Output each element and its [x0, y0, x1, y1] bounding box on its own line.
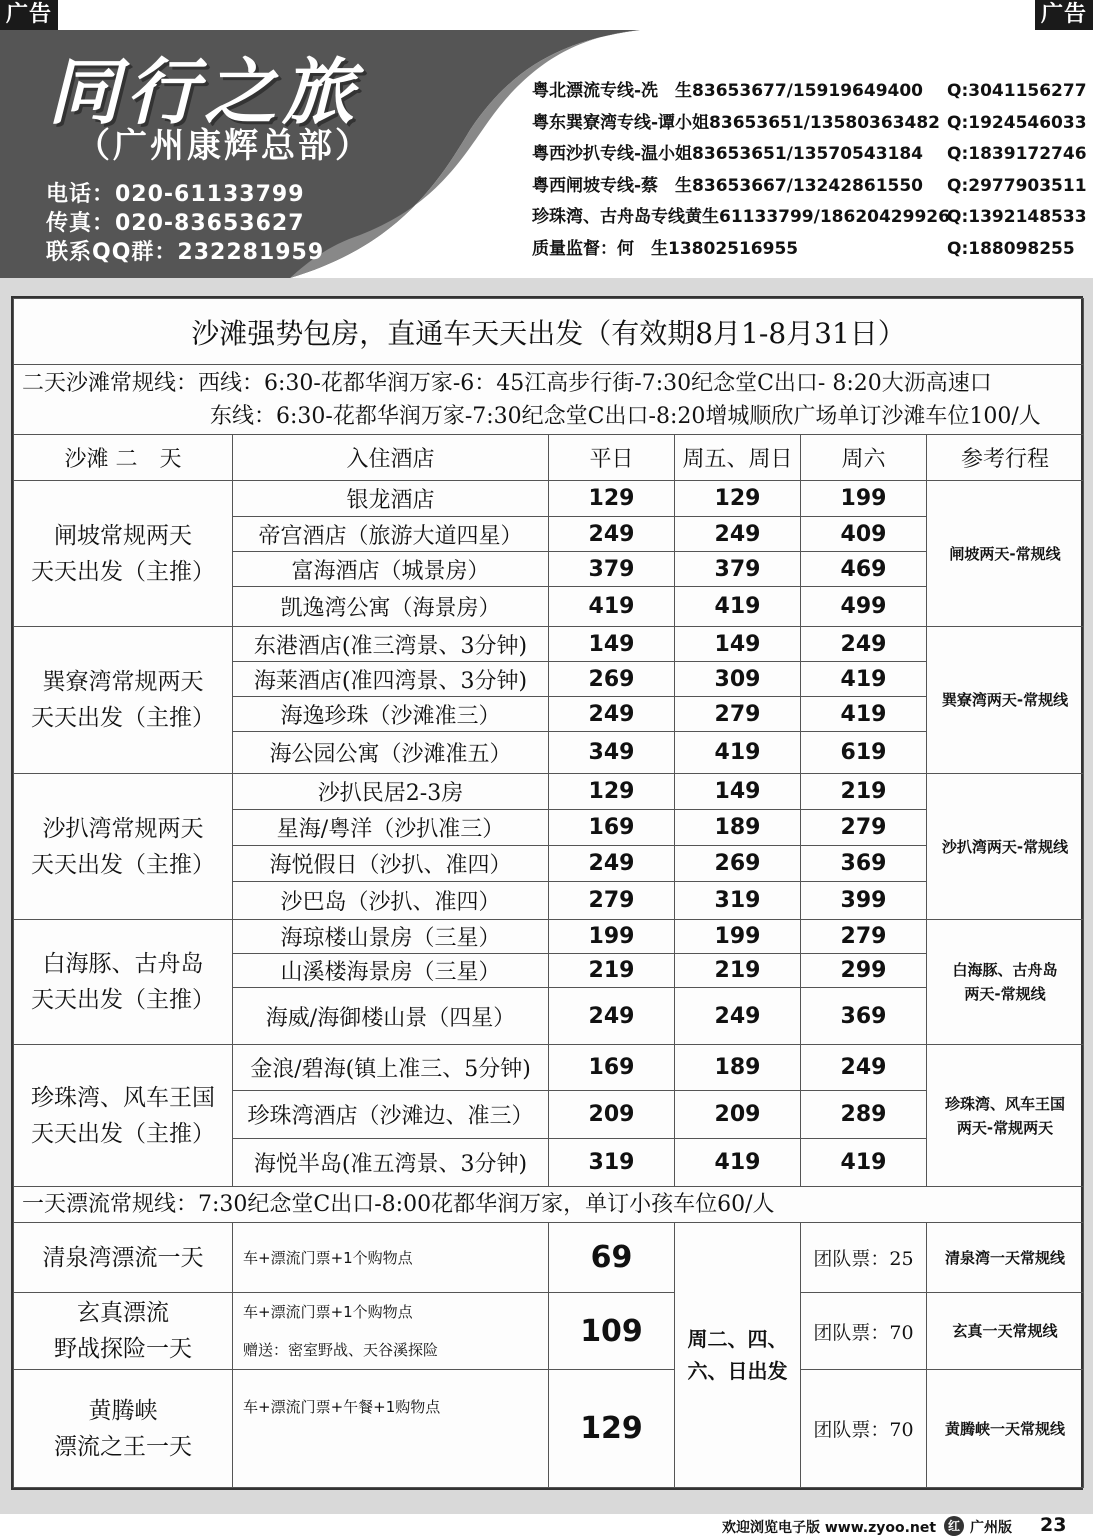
price-saturday: 289	[801, 1091, 927, 1139]
price-fri-sun: 149	[675, 627, 801, 662]
route-contact-qq: Q:1924546033	[947, 112, 1087, 133]
hotel-name: 海威/海御楼山景（四星）	[233, 988, 549, 1045]
footer-website: 欢迎浏览电子版 www.zyoo.net	[722, 1520, 937, 1536]
route-contact-qq: Q:2977903511	[947, 175, 1087, 196]
route-contact-row	[532, 108, 1092, 140]
price-saturday: 369	[801, 846, 927, 882]
hotel-name: 山溪楼海景房（三星）	[233, 954, 549, 988]
price-weekday: 129	[549, 481, 675, 517]
price-weekday: 419	[549, 587, 675, 627]
route-contact-row	[532, 139, 1092, 171]
price-weekday: 149	[549, 627, 675, 662]
price-saturday: 419	[801, 1139, 927, 1187]
hotel-name: 珍珠湾酒店（沙滩边、准三）	[233, 1091, 549, 1139]
route-contact-text: 珍珠湾、古舟岛专线黄生61133799/18620429926	[532, 207, 950, 228]
route-contact-list	[532, 76, 1092, 266]
route-contact-qq: Q:188098255	[947, 238, 1075, 259]
rafting-name: 清泉湾漂流一天	[14, 1223, 233, 1293]
price-fri-sun: 249	[675, 988, 801, 1045]
price-saturday: 279	[801, 810, 927, 846]
route-contact-qq: Q:1839172746	[947, 144, 1087, 165]
rafting-package: 车+漂流门票+午餐+1购物点	[233, 1370, 549, 1488]
itinerary-ref: 沙扒湾两天-常规线	[927, 774, 1084, 920]
price-fri-sun: 189	[675, 1045, 801, 1091]
rafting-departure-days: 周二、四、 六、日出发	[675, 1223, 801, 1488]
price-weekday: 209	[549, 1091, 675, 1139]
price-weekday: 169	[549, 1045, 675, 1091]
hotel-name: 海琼楼山景房（三星）	[233, 920, 549, 954]
team-ticket: 团队票：25	[801, 1223, 927, 1293]
price-weekday: 279	[549, 882, 675, 920]
rafting-package: 车+漂流门票+1个购物点 赠送：密室野战、天谷溪探险	[233, 1293, 549, 1370]
footer-edition: 广州版	[970, 1520, 1012, 1536]
note-line-west: 二天沙滩常规线：西线：6:30-花都华润万家-6：45江高步行街-7:30纪念堂C出口- 8:20大沥高速口	[22, 370, 992, 396]
itinerary-ref: 玄真一天常规线	[927, 1293, 1084, 1370]
price-fri-sun: 309	[675, 662, 801, 697]
group-name: 沙扒湾常规两天 天天出发（主推）	[14, 774, 233, 920]
price-weekday: 319	[549, 1139, 675, 1187]
group-name: 巽寮湾常规两天 天天出发（主推）	[14, 627, 233, 774]
price-fri-sun: 209	[675, 1091, 801, 1139]
page-number: 23	[1040, 1514, 1067, 1536]
rafting-price: 129	[549, 1370, 675, 1488]
price-saturday: 419	[801, 662, 927, 697]
route-contact-text: 粤东巽寮湾专线-谭小姐83653651/13580363482	[532, 112, 941, 133]
price-weekday: 169	[549, 810, 675, 846]
price-weekday: 249	[549, 697, 675, 732]
price-saturday: 249	[801, 1045, 927, 1091]
header-weekday: 平日	[549, 435, 675, 481]
header-beach: 沙滩 二 天	[14, 435, 233, 481]
itinerary-ref: 珍珠湾、风车王国 两天-常规两天	[927, 1045, 1084, 1187]
price-fri-sun: 419	[675, 587, 801, 627]
table-row	[14, 1370, 1084, 1488]
route-contact-row	[532, 202, 1092, 234]
footer	[0, 1514, 1093, 1538]
price-weekday: 249	[549, 846, 675, 882]
price-fri-sun: 279	[675, 697, 801, 732]
table-row	[14, 1045, 1084, 1091]
price-saturday: 469	[801, 552, 927, 587]
note-line-east: 东线：6:30-花都华润万家-7:30纪念堂C出口-8:20增城顺欣广场单订沙滩车位100/人	[210, 403, 1041, 429]
hotel-name: 海悦假日（沙扒、准四）	[233, 846, 549, 882]
header-saturday: 周六	[801, 435, 927, 481]
headquarters-label: （广州康辉总部）	[76, 126, 372, 166]
header	[0, 30, 1093, 278]
footer-logo-icon: 红	[944, 1516, 964, 1536]
hotel-name: 富海酒店（城景房）	[233, 552, 549, 587]
price-saturday: 499	[801, 587, 927, 627]
hotel-name: 海悦半岛(准五湾景、3分钟)	[233, 1139, 549, 1187]
price-weekday: 349	[549, 732, 675, 774]
ad-tag-left: 广告	[0, 0, 58, 30]
price-fri-sun: 419	[675, 1139, 801, 1187]
itinerary-ref: 清泉湾一天常规线	[927, 1223, 1084, 1293]
price-fri-sun: 269	[675, 846, 801, 882]
price-fri-sun: 149	[675, 774, 801, 810]
price-fri-sun: 199	[675, 920, 801, 954]
contact-block	[46, 180, 324, 267]
route-contact-text: 质量监督：何 生13802516955	[532, 238, 799, 259]
price-fri-sun: 319	[675, 882, 801, 920]
price-fri-sun: 249	[675, 517, 801, 552]
price-saturday: 249	[801, 627, 927, 662]
route-contact-row	[532, 171, 1092, 203]
route-contact-qq: Q:1392148533	[947, 207, 1087, 228]
hotel-name: 凯逸湾公寓（海景房）	[233, 587, 549, 627]
telephone: 电话：020-61133799	[46, 182, 305, 207]
table-row	[14, 1223, 1084, 1293]
price-weekday: 379	[549, 552, 675, 587]
hotel-name: 海公园公寓（沙滩准五）	[233, 732, 549, 774]
table-row	[14, 627, 1084, 662]
price-fri-sun: 419	[675, 732, 801, 774]
header-fri-sun: 周五、周日	[675, 435, 801, 481]
price-fri-sun: 219	[675, 954, 801, 988]
two-day-route-note	[14, 365, 1084, 435]
price-weekday: 129	[549, 774, 675, 810]
group-name: 闸坡常规两天 天天出发（主推）	[14, 481, 233, 627]
qq-group: 联系QQ群：232281959	[46, 240, 325, 265]
route-contact-text: 粤北漂流专线-冼 生83653677/15919649400	[532, 81, 924, 101]
price-weekday: 249	[549, 517, 675, 552]
ad-tag-right: 广告	[1035, 0, 1093, 30]
hotel-name: 东港酒店(准三湾景、3分钟)	[233, 627, 549, 662]
itinerary-ref: 巽寮湾两天-常规线	[927, 627, 1084, 774]
rafting-name: 黄腾峡 漂流之王一天	[14, 1370, 233, 1488]
price-fri-sun: 129	[675, 481, 801, 517]
hotel-name: 沙巴岛（沙扒、准四）	[233, 882, 549, 920]
header-hotel: 入住酒店	[233, 435, 549, 481]
route-contact-text: 粤西闸坡专线-蔡 生83653667/13242861550	[532, 175, 924, 196]
rafting-price: 69	[549, 1223, 675, 1293]
route-contact-row	[532, 76, 1092, 108]
price-saturday: 419	[801, 697, 927, 732]
price-table	[11, 296, 1083, 1490]
table-row	[14, 481, 1084, 517]
price-saturday: 299	[801, 954, 927, 988]
itinerary-ref: 闸坡两天-常规线	[927, 481, 1084, 627]
route-contact-qq: Q:3041156277	[947, 81, 1087, 101]
route-contact-row	[532, 234, 1092, 266]
table-row	[14, 1293, 1084, 1370]
rafting-route-note: 一天漂流常规线：7:30纪念堂C出口-8:00花都华润万家，单订小孩车位60/人	[14, 1187, 1084, 1223]
group-name: 珍珠湾、风车王国 天天出发（主推）	[14, 1045, 233, 1187]
price-weekday: 219	[549, 954, 675, 988]
price-saturday: 399	[801, 882, 927, 920]
table-row	[14, 774, 1084, 810]
price-saturday: 219	[801, 774, 927, 810]
price-saturday: 619	[801, 732, 927, 774]
itinerary-ref: 黄腾峡一天常规线	[927, 1370, 1084, 1488]
group-name: 白海豚、古舟岛 天天出发（主推）	[14, 920, 233, 1045]
hotel-name: 星海/粤洋（沙扒准三）	[233, 810, 549, 846]
table-row	[14, 920, 1084, 954]
price-saturday: 369	[801, 988, 927, 1045]
rafting-price: 109	[549, 1293, 675, 1370]
rafting-package: 车+漂流门票+1个购物点	[233, 1223, 549, 1293]
price-fri-sun: 379	[675, 552, 801, 587]
hotel-name: 银龙酒店	[233, 481, 549, 517]
hotel-name: 帝宫酒店（旅游大道四星）	[233, 517, 549, 552]
price-weekday: 199	[549, 920, 675, 954]
price-saturday: 279	[801, 920, 927, 954]
rafting-name: 玄真漂流 野战探险一天	[14, 1293, 233, 1370]
hotel-name: 金浪/碧海(镇上准三、5分钟)	[233, 1045, 549, 1091]
price-saturday: 199	[801, 481, 927, 517]
hotel-name: 海逸珍珠（沙滩准三）	[233, 697, 549, 732]
route-contact-text: 粤西沙扒专线-温小姐83653651/13570543184	[532, 144, 924, 165]
price-saturday: 409	[801, 517, 927, 552]
table-title: 沙滩强势包房，直通车天天出发（有效期8月1-8月31日）	[14, 299, 1084, 365]
header-itinerary: 参考行程	[927, 435, 1084, 481]
price-fri-sun: 189	[675, 810, 801, 846]
fax: 传真：020-83653627	[46, 211, 305, 236]
price-weekday: 249	[549, 988, 675, 1045]
hotel-name: 沙扒民居2-3房	[233, 774, 549, 810]
brand-logo-text: 同行之旅	[48, 50, 361, 134]
hotel-name: 海莱酒店(准四湾景、3分钟)	[233, 662, 549, 697]
team-ticket: 团队票：70	[801, 1370, 927, 1488]
price-weekday: 269	[549, 662, 675, 697]
itinerary-ref: 白海豚、古舟岛 两天-常规线	[927, 920, 1084, 1045]
team-ticket: 团队票：70	[801, 1293, 927, 1370]
